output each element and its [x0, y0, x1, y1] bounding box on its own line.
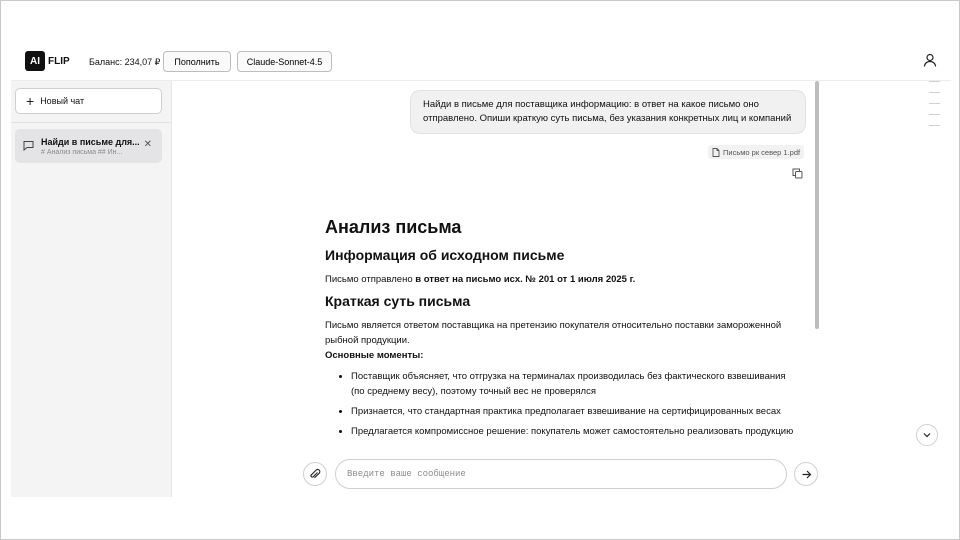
key-points-list: [351, 369, 795, 439]
sidebar: [11, 81, 172, 497]
minimap-line: [929, 92, 940, 93]
copy-icon[interactable]: [792, 168, 803, 179]
top-bar: [11, 41, 951, 81]
minimap-line: [929, 81, 940, 82]
new-chat-label: Новый чат: [40, 96, 85, 106]
chat-list-item[interactable]: [15, 129, 162, 163]
user-icon[interactable]: [923, 53, 937, 67]
section-heading: Информация об исходном письме: [325, 247, 565, 263]
key-point-item: • Поставщик объясняет, что отгрузка на терминалах производилась без фактического взвешивания (по среднему весу), поэтому точный вес не проверялся: [351, 369, 795, 399]
model-select-button[interactable]: Claude-Sonnet-4.5: [237, 51, 332, 72]
attachment-name: Письмо рк север 1.pdf: [723, 147, 801, 157]
key-point-item: • Предлагается компромиссное решение: покупатель может самостоятельно реализовать продукцию: [351, 424, 795, 439]
logo[interactable]: [25, 51, 70, 71]
chat-scrollbar[interactable]: [815, 81, 819, 329]
logo-mark: AI: [25, 51, 45, 71]
paperclip-icon: [309, 468, 321, 480]
source-letter-text: [325, 272, 795, 287]
logo-text: FLIP: [48, 55, 70, 67]
chat-area: [172, 81, 951, 497]
key-point-item: • Признается, что стандартная практика предполагает взвешивание на сертифицированных весах: [351, 404, 795, 419]
send-button[interactable]: [794, 462, 818, 486]
sidebar-divider: [11, 122, 171, 123]
close-icon[interactable]: ✕: [143, 139, 152, 150]
chat-title: Найди в письме для...: [41, 137, 140, 147]
minimap-line: [929, 103, 940, 104]
source-letter-prefix: Письмо отправлено: [325, 274, 416, 285]
arrow-right-icon: [801, 469, 812, 480]
attachment-chip[interactable]: [708, 145, 804, 159]
chat-preview: # Анализ письма ## Ин...: [41, 149, 123, 156]
minimap-line: [929, 114, 940, 115]
answer-heading: Анализ письма: [325, 217, 462, 237]
file-icon: [712, 148, 720, 157]
section-heading: Краткая суть письма: [325, 293, 471, 309]
user-message: Найди в письме для поставщика информацию: в ответ на какое письмо оно отправлено. Опиши краткую суть письма, без указания конкретных лиц и компаний: [410, 90, 806, 134]
topup-button[interactable]: Пополнить: [163, 51, 231, 72]
attach-file-button[interactable]: [303, 462, 327, 486]
scroll-down-button[interactable]: [916, 424, 938, 446]
new-chat-button[interactable]: [15, 88, 162, 114]
plus-icon: +: [26, 93, 35, 109]
source-letter-reference: в ответ на письмо исх. № 201 от 1 июля 2025 г.: [415, 274, 636, 285]
summary-text: Письмо является ответом поставщика на претензию покупателя относительно поставки замороженной рыбной продукции.: [325, 320, 782, 346]
message-input[interactable]: [335, 459, 787, 489]
balance-label: Баланс: 234,07 ₽: [89, 57, 161, 67]
key-points-label: Основные моменты:: [325, 350, 424, 361]
assistant-message: [325, 217, 795, 439]
minimap-line: [929, 125, 940, 126]
chat-bubble-icon: [23, 140, 34, 151]
message-minimap[interactable]: [929, 81, 941, 136]
chevron-down-icon: [922, 430, 932, 440]
